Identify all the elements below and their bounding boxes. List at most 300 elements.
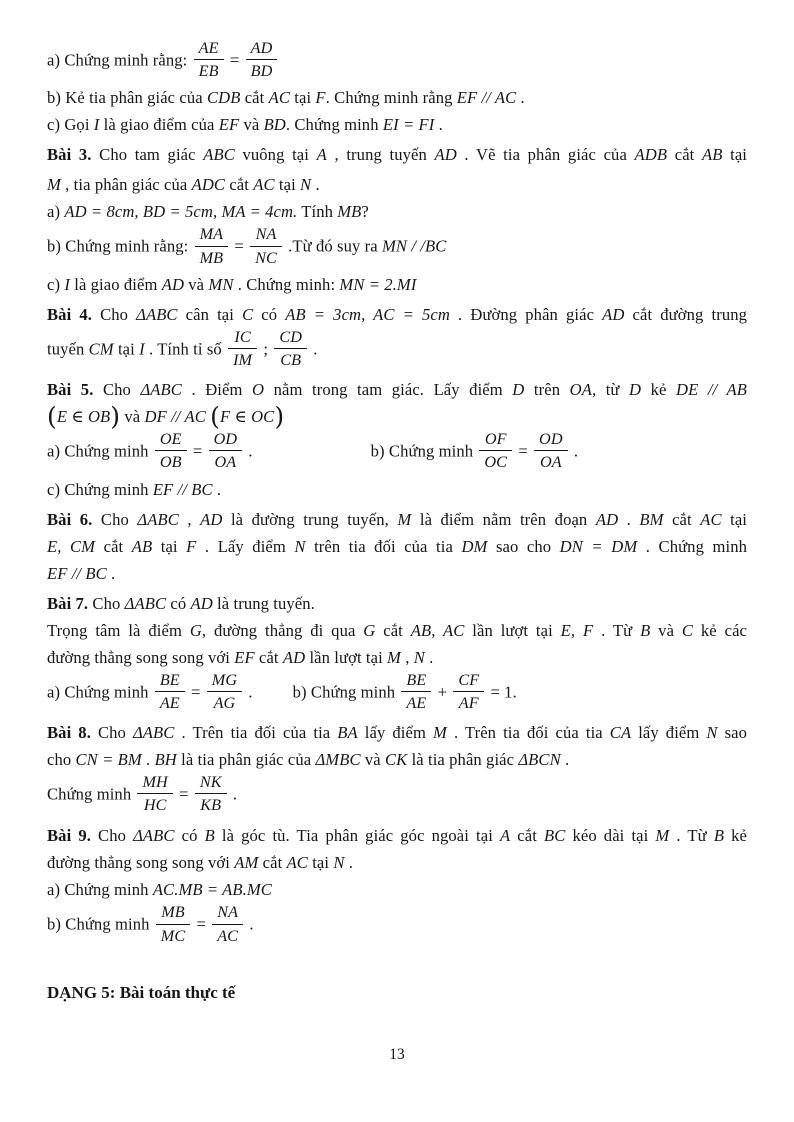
math-text: EI = FI	[382, 115, 435, 135]
text: . Trên tia đối của tia	[446, 723, 610, 743]
text: cắt	[375, 620, 411, 640]
math-text: CK	[385, 750, 408, 770]
problem7-statement-line2	[47, 617, 747, 644]
text: sao cho	[487, 536, 560, 556]
text: và	[120, 407, 145, 427]
math-text: AD	[434, 145, 457, 165]
fraction	[246, 39, 278, 80]
text: ,	[400, 647, 414, 667]
fraction	[155, 430, 187, 471]
math-text: AB	[131, 536, 153, 556]
text: b) Kẻ tia phân giác của	[47, 88, 207, 108]
math-text: ΔABC	[137, 509, 179, 529]
fraction-denominator: AC	[217, 926, 239, 945]
text: trên tia đối của tia	[305, 536, 462, 556]
fraction-numerator: OD	[534, 430, 568, 451]
problem5-statement-line1	[47, 376, 747, 403]
text: c) Chứng minh	[47, 479, 153, 499]
fraction-denominator: AE	[159, 693, 180, 712]
fraction-numerator: CF	[453, 671, 484, 692]
text: cắt	[663, 509, 701, 529]
text: . Vẽ tia phân giác của	[456, 145, 635, 165]
bold-text: Bài 6.	[47, 509, 93, 529]
math-text: AD	[190, 593, 213, 613]
text: cắt	[225, 175, 254, 195]
math-text: OA,	[569, 380, 597, 400]
math-text: M	[433, 723, 447, 743]
math-text: N	[300, 175, 312, 195]
math-text: MN / /BC	[381, 236, 447, 256]
text: là giao điểm của	[99, 115, 219, 135]
fraction	[155, 671, 185, 712]
math-text: F	[315, 88, 326, 108]
text: có	[253, 304, 286, 324]
math-text: AC	[286, 853, 308, 873]
text: .	[309, 339, 318, 359]
math-text: ADC	[191, 175, 226, 195]
fraction-denominator: OA	[214, 453, 237, 472]
text: cắt	[258, 853, 287, 873]
problem6-statement-line1	[47, 506, 747, 533]
problem8-statement-line2	[47, 746, 747, 773]
text: và	[239, 115, 264, 135]
text: Cho	[92, 509, 138, 529]
text: ,	[178, 509, 201, 529]
problem8-statement-line1	[47, 719, 747, 746]
problem3-statement-line1	[47, 141, 747, 168]
math-text: E, F	[560, 620, 594, 640]
math-text: AB, AC	[410, 620, 465, 640]
math-text: AD	[200, 509, 223, 529]
problem2-part-a	[47, 39, 747, 84]
math-text: N	[294, 536, 306, 556]
math-text: F	[186, 536, 197, 556]
text: c)	[47, 274, 65, 294]
text: lần lượt tại	[305, 647, 388, 667]
problem9-part-a	[47, 876, 747, 903]
text: b) Chứng minh rằng:	[47, 236, 193, 256]
text: . Tính tỉ số	[144, 339, 227, 359]
math-text: AD	[282, 647, 306, 667]
math-text: DN = DM	[559, 536, 638, 556]
text: Cho	[88, 593, 125, 613]
fraction-denominator: IM	[233, 351, 253, 370]
problem5-parts-a-b	[47, 430, 747, 475]
fraction-denominator: OA	[539, 453, 562, 472]
text: ;	[259, 339, 273, 359]
fraction-denominator: OB	[159, 453, 182, 472]
math-text: EF // BC	[47, 563, 107, 583]
text: Cho	[90, 723, 133, 743]
text: =	[192, 914, 211, 934]
text: tại	[721, 509, 748, 529]
problem2-part-c	[47, 111, 747, 138]
math-text: AB = 3cm, AC = 5cm	[285, 304, 450, 324]
text: có	[166, 593, 191, 613]
text: Cho	[92, 304, 137, 324]
problem5-statement-line2	[47, 403, 747, 430]
problem9-part-b	[47, 903, 747, 948]
text: . Chứng minh:	[233, 274, 340, 294]
text: , trung tuyến	[326, 145, 435, 165]
text: kẻ	[724, 826, 748, 846]
math-text: M	[397, 509, 412, 529]
math-text: F ∈ OC	[219, 407, 275, 427]
problem3-part-c	[47, 271, 747, 298]
math-text: D	[512, 380, 525, 400]
math-text: BM	[639, 509, 664, 529]
text: kẻ	[641, 380, 677, 400]
text: .	[244, 682, 253, 702]
text: =	[174, 784, 193, 804]
fraction	[195, 773, 227, 814]
text: .	[516, 88, 525, 108]
text: c) Gọi	[47, 115, 94, 135]
math-text: N	[333, 853, 345, 873]
math-text: AD	[595, 509, 619, 529]
problem5-part-c	[47, 476, 747, 503]
text: =	[514, 441, 533, 461]
text: b) Chứng minh	[47, 914, 154, 934]
math-text: BA	[337, 723, 358, 743]
math-text: AD	[161, 274, 185, 294]
text: cân tại	[177, 304, 243, 324]
math-text: BD	[263, 115, 286, 135]
text: kéo dài tại	[565, 826, 656, 846]
fraction-numerator: MH	[137, 773, 172, 794]
problem4-statement-line1	[47, 301, 747, 328]
problem9-statement-line2	[47, 849, 747, 876]
math-text: AD = 8cm, BD = 5cm, MA = 4cm.	[64, 202, 298, 222]
text: tại	[290, 88, 316, 108]
fraction	[228, 328, 257, 369]
problem3-part-a	[47, 198, 747, 225]
fraction-numerator: MA	[195, 225, 229, 246]
text: . Từ	[593, 620, 641, 640]
math-text: ΔABC	[136, 304, 178, 324]
math-text: ΔABC	[124, 593, 167, 613]
text: = 1.	[486, 682, 517, 702]
text: +	[433, 682, 452, 702]
text: lấy điểm	[631, 723, 707, 743]
text: tại	[274, 175, 301, 195]
bold-text: Bài 7.	[47, 593, 89, 613]
problem9-statement-line1	[47, 822, 747, 849]
text: đường thẳng song song với	[47, 647, 235, 667]
math-text: I	[93, 115, 100, 135]
math-text: D	[629, 380, 642, 400]
text: . Chứng minh	[285, 115, 383, 135]
math-text: EF	[234, 647, 255, 667]
fraction-denominator: OC	[484, 453, 508, 472]
text: cắt đường trung	[624, 304, 748, 324]
text: cho	[47, 750, 76, 770]
text: .	[344, 853, 354, 873]
text: Trọng tâm là điểm	[47, 620, 190, 640]
text: .	[228, 784, 238, 804]
big-paren: )	[274, 402, 285, 432]
fraction	[479, 430, 512, 471]
fraction-denominator: AF	[458, 693, 479, 712]
math-text: N	[413, 647, 425, 667]
math-text: DF // AC	[144, 407, 206, 427]
text: có	[174, 826, 205, 846]
text: . Trên tia đối của tia	[174, 723, 338, 743]
text: tại	[113, 339, 140, 359]
fraction	[207, 671, 242, 712]
text: là giao điểm	[69, 274, 162, 294]
text: là trung tuyến.	[212, 593, 315, 613]
math-text: CM	[88, 339, 114, 359]
text: .	[311, 175, 320, 195]
text: là góc tù. Tia phân giác góc ngoài tại	[214, 826, 500, 846]
math-text: CA	[609, 723, 632, 743]
fraction	[212, 903, 243, 944]
math-text: I	[139, 339, 145, 359]
text: Tính	[297, 202, 338, 222]
math-text: BH	[154, 750, 177, 770]
text: . Chứng minh rằng	[325, 88, 457, 108]
column-gap	[253, 456, 371, 457]
math-text: ΔABC	[140, 380, 182, 400]
math-text: M	[387, 647, 401, 667]
big-paren: )	[110, 402, 121, 432]
text: tại	[307, 853, 334, 873]
fraction-numerator: MG	[207, 671, 242, 692]
text: .	[106, 563, 116, 583]
math-text: AM	[234, 853, 259, 873]
text: vuông tại	[234, 145, 317, 165]
text: b) Chứng minh	[292, 682, 400, 702]
math-text: MN = 2.MI	[339, 274, 417, 294]
problem2-part-b	[47, 84, 747, 111]
fraction-denominator: AE	[406, 693, 427, 712]
fraction	[156, 903, 190, 944]
math-text: A	[499, 826, 511, 846]
math-text: O	[252, 380, 265, 400]
fraction	[209, 430, 243, 471]
math-text: AB	[702, 145, 723, 165]
math-text: CN = BM	[75, 750, 142, 770]
fraction	[534, 430, 568, 471]
problem7-statement-line1	[47, 590, 747, 617]
bold-text: Bài 4.	[47, 304, 92, 324]
fraction-numerator: NK	[195, 773, 227, 794]
text: ?	[361, 202, 369, 222]
text: a) Chứng minh	[47, 441, 153, 461]
math-text: B	[713, 826, 725, 846]
text: .	[618, 509, 640, 529]
math-text: BC	[544, 826, 566, 846]
fraction-denominator: AG	[213, 693, 236, 712]
text: kẻ các	[693, 620, 748, 640]
fraction-denominator: MB	[199, 248, 224, 267]
math-text: DE // AB	[676, 380, 747, 400]
text: a) Chứng minh	[47, 880, 153, 900]
fraction-denominator: CB	[280, 351, 302, 370]
text: lấy điểm	[357, 723, 433, 743]
text: cắt	[240, 88, 269, 108]
fraction	[453, 671, 484, 712]
math-text: ΔABC	[133, 826, 175, 846]
text: nằm trong tam giác. Lấy điểm	[264, 380, 513, 400]
text: .	[244, 441, 253, 461]
text: Chứng minh	[47, 784, 136, 804]
text: tại	[722, 145, 747, 165]
problem3-statement-line2	[47, 171, 747, 198]
fraction-denominator: NC	[255, 248, 277, 267]
math-text: CDB	[206, 88, 241, 108]
fraction	[250, 225, 282, 266]
math-text: B	[640, 620, 651, 640]
text: .	[424, 647, 434, 667]
math-text: DM	[461, 536, 488, 556]
text: đường thẳng song song với	[47, 853, 235, 873]
text: .	[434, 115, 443, 135]
math-text: ΔABC	[132, 723, 175, 743]
text: cắt	[510, 826, 545, 846]
fraction-denominator: BD	[250, 62, 273, 81]
text: . Đường phân giác	[449, 304, 603, 324]
problem7-parts-a-b	[47, 671, 747, 716]
math-text: G,	[189, 620, 207, 640]
fraction-numerator: MB	[156, 903, 190, 924]
math-text: ABC	[203, 145, 235, 165]
math-text: AC.MB = AB.MC	[152, 880, 272, 900]
math-text: A	[316, 145, 327, 165]
fraction	[274, 328, 307, 369]
text: .	[141, 750, 155, 770]
fraction	[194, 39, 224, 80]
fraction-numerator: OD	[209, 430, 243, 451]
section-heading: DẠNG 5: Bài toán thực tế	[47, 982, 236, 1002]
text: trên	[524, 380, 570, 400]
math-text: E ∈ OB	[56, 407, 111, 427]
text: sao	[717, 723, 748, 743]
page-number: 13	[389, 1046, 405, 1063]
math-text: C	[242, 304, 254, 324]
big-paren: (	[47, 402, 57, 432]
text: lần lượt tại	[464, 620, 561, 640]
fraction-numerator: NA	[250, 225, 282, 246]
text: cắt	[667, 145, 702, 165]
bold-text: Bài 9.	[47, 826, 91, 846]
text: .	[560, 750, 570, 770]
math-text: AD	[602, 304, 625, 324]
math-text: I	[64, 274, 70, 294]
text: . Điểm	[181, 380, 253, 400]
bold-text: Bài 5.	[47, 380, 94, 400]
text: là tia phân giác của	[176, 750, 316, 770]
text: b) Chứng minh	[370, 441, 478, 461]
text: .Từ đó suy ra	[283, 236, 382, 256]
text: a) Chứng minh rằng:	[47, 50, 192, 70]
math-text: N	[706, 723, 718, 743]
math-text: ΔBCN	[518, 750, 561, 770]
text: . Từ	[669, 826, 714, 846]
big-paren: (	[210, 402, 220, 432]
fraction-numerator: OE	[155, 430, 187, 451]
problem4-statement-line2	[47, 328, 747, 373]
text: Cho tam giác	[91, 145, 204, 165]
problem7-statement-line3	[47, 644, 747, 671]
math-text: AC	[700, 509, 722, 529]
text: .	[212, 479, 222, 499]
problem3-part-b	[47, 225, 747, 270]
math-text: EF // BC	[152, 479, 213, 499]
text: đường thẳng đi qua	[206, 620, 364, 640]
math-text: ADB	[634, 145, 668, 165]
fraction-numerator: CD	[274, 328, 307, 349]
text: =	[186, 682, 205, 702]
math-text: AC	[253, 175, 275, 195]
text: =	[188, 441, 207, 461]
math-text: ΔMBC	[315, 750, 361, 770]
text: và	[184, 274, 209, 294]
fraction-numerator: NA	[212, 903, 243, 924]
text: Cho	[90, 826, 134, 846]
math-text: MB	[337, 202, 362, 222]
text: . Lấy điểm	[196, 536, 295, 556]
fraction-numerator: IC	[228, 328, 257, 349]
column-gap	[253, 696, 293, 697]
text: =	[225, 50, 244, 70]
math-text: EF	[218, 115, 240, 135]
math-text: C	[681, 620, 694, 640]
text: Cho	[93, 380, 141, 400]
text: cắt	[95, 536, 132, 556]
fraction	[137, 773, 172, 814]
text: . Chứng minh	[637, 536, 747, 556]
math-text: M	[47, 175, 61, 195]
text: từ	[596, 380, 630, 400]
fraction-denominator: KB	[200, 796, 222, 815]
text: và	[360, 750, 385, 770]
fraction-numerator: AE	[194, 39, 224, 60]
text: tuyến	[47, 339, 89, 359]
math-text: E, CM	[47, 536, 96, 556]
text: và	[650, 620, 682, 640]
text: tại	[152, 536, 187, 556]
problem8-conclusion	[47, 773, 747, 818]
text: là tia phân giác	[407, 750, 519, 770]
fraction-numerator: BE	[155, 671, 185, 692]
math-text: G	[363, 620, 376, 640]
text: .	[569, 441, 579, 461]
fraction	[401, 671, 431, 712]
math-text: M	[655, 826, 670, 846]
fraction-denominator: MC	[160, 926, 186, 945]
fraction-numerator: OF	[479, 430, 512, 451]
math-text: B	[204, 826, 215, 846]
text: .	[245, 914, 254, 934]
text: là đường trung tuyến,	[222, 509, 398, 529]
text: a) Chứng minh	[47, 682, 153, 702]
problem6-statement-line2	[47, 533, 747, 560]
fraction-numerator: BE	[401, 671, 431, 692]
fraction-denominator: HC	[143, 796, 167, 815]
text: a)	[47, 202, 65, 222]
text: là điểm nằm trên đoạn	[411, 509, 596, 529]
text: cắt	[254, 647, 283, 667]
text: =	[230, 236, 249, 256]
fraction	[195, 225, 229, 266]
math-text: MN	[208, 274, 234, 294]
math-text: AC	[268, 88, 291, 108]
text: , tia phân giác của	[60, 175, 192, 195]
fraction-numerator: AD	[246, 39, 278, 60]
math-text: EF // AC	[456, 88, 517, 108]
